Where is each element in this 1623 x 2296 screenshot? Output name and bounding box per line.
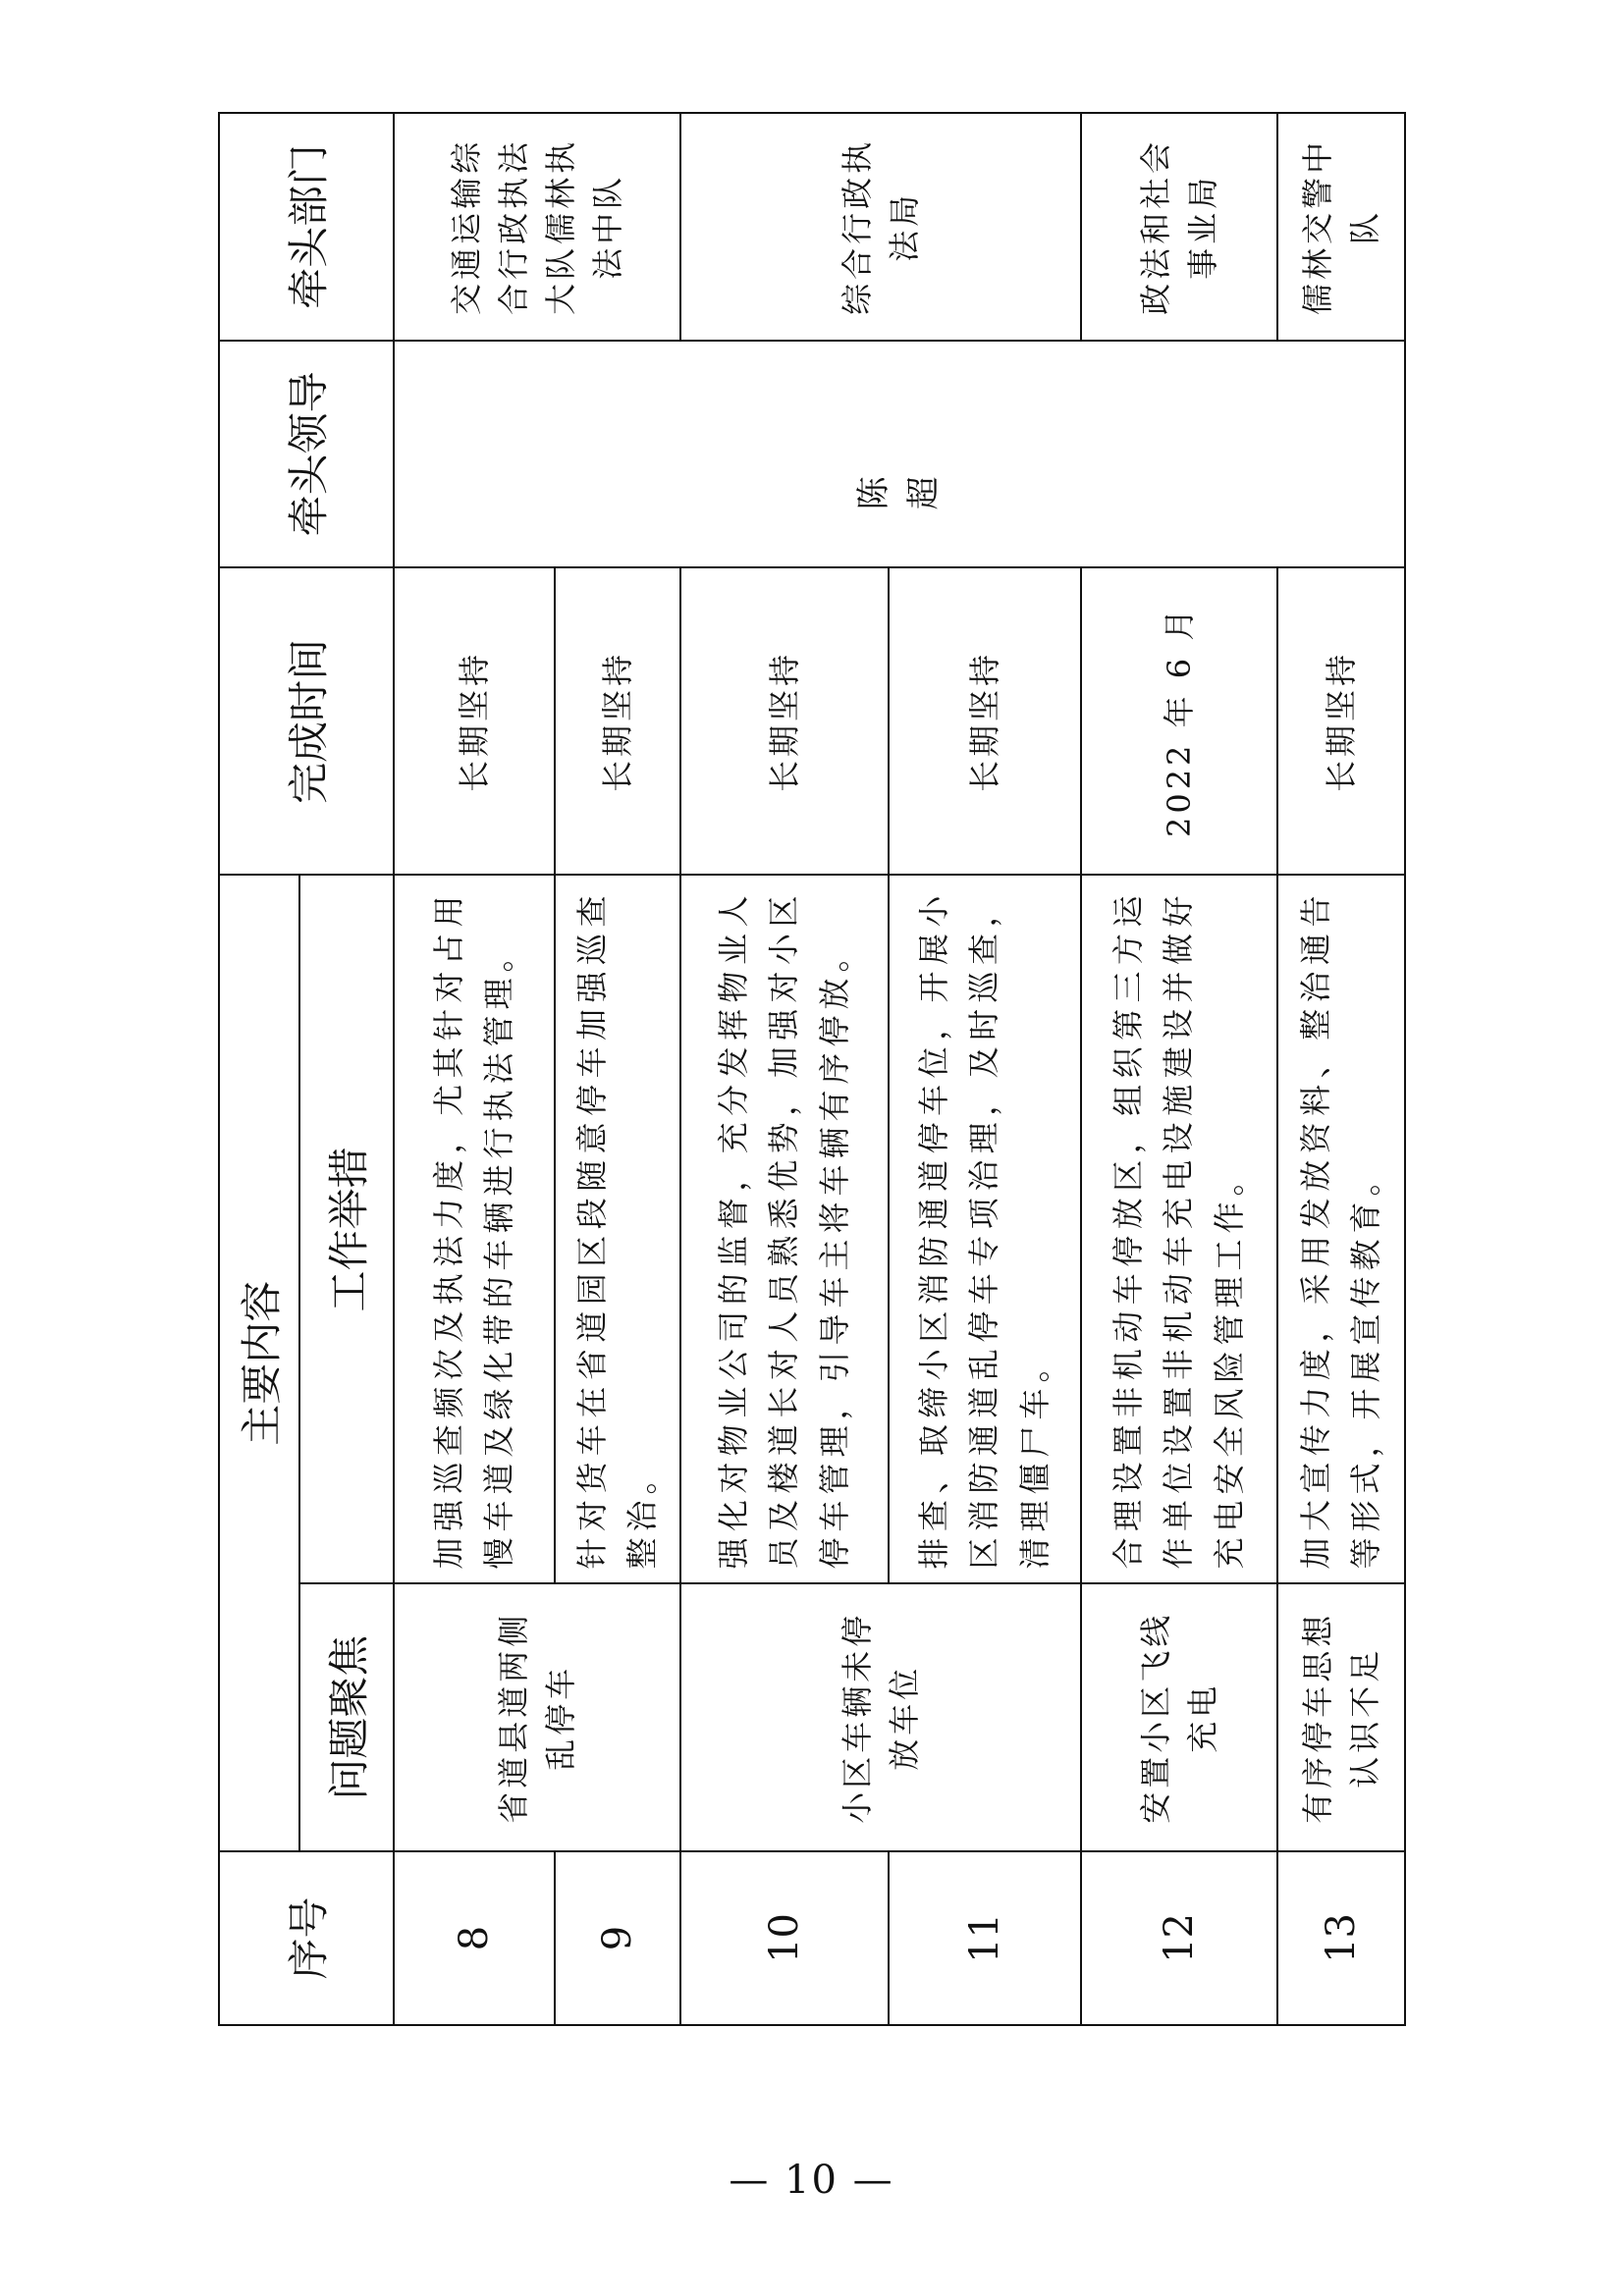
header-row-1 (219, 113, 299, 2025)
header-dept: 牵头部门 (219, 113, 394, 341)
measure-cell: 强化对物业公司的监督，充分发挥物业人员及楼道长对人员熟悉优势，加强对小区停车管理，引导车主将车辆有序停放。 (680, 876, 889, 1584)
measure-cell: 针对货车在省道园区段随意停车加强巡查整治。 (555, 876, 680, 1584)
header-seq: 序号 (219, 1851, 394, 2025)
header-leader: 牵头领导 (219, 341, 394, 568)
seq-cell: 11 (889, 1851, 1081, 2025)
time-cell: 长期坚持 (680, 567, 889, 875)
issue-cell: 有序停车思想认识不足 (1277, 1583, 1405, 1850)
dept-cell: 综合行政执法局 (680, 113, 1081, 341)
time-cell: 长期坚持 (394, 567, 555, 875)
measure-cell: 排查、取缔小区消防通道停车位，开展小区消防通道乱停车专项治理，及时巡查，清理僵尸车。 (889, 876, 1081, 1584)
issue-cell: 省道县道两侧乱停车 (394, 1583, 680, 1850)
header-issue: 问题聚焦 (299, 1583, 394, 1850)
seq-cell: 8 (394, 1851, 555, 2025)
seq-cell: 13 (1277, 1851, 1405, 2025)
header-time: 完成时间 (219, 567, 394, 875)
header-measure: 工作举措 (299, 876, 394, 1584)
seq-cell: 10 (680, 1851, 889, 2025)
issue-cell: 小区车辆未停放车位 (680, 1583, 1081, 1850)
seq-cell: 9 (555, 1851, 680, 2025)
time-cell: 2022 年 6 月 (1081, 567, 1277, 875)
time-cell: 长期坚持 (555, 567, 680, 875)
table-row (394, 113, 555, 2025)
task-table (218, 112, 1406, 2026)
header-main: 主要内容 (219, 876, 299, 1851)
time-cell: 长期坚持 (1277, 567, 1405, 875)
time-cell: 长期坚持 (889, 567, 1081, 875)
seq-cell: 12 (1081, 1851, 1277, 2025)
dept-cell: 儒林交警中队 (1277, 113, 1405, 341)
measure-cell: 加强巡查频次及执法力度，尤其针对占用慢车道及绿化带的车辆进行执法管理。 (394, 876, 555, 1584)
measure-cell: 合理设置非机动车停放区，组织第三方运作单位设置非机动车充电设施建设并做好充电安全风险管理工作。 (1081, 876, 1277, 1584)
measure-cell: 加大宣传力度，采用发放资料、整治通告等形式，开展宣传教育。 (1277, 876, 1405, 1584)
dept-cell: 交通运输综合行政执法大队儒林执法中队 (394, 113, 680, 341)
issue-cell: 安置小区飞线充电 (1081, 1583, 1277, 1850)
page-number: — 10 — (729, 2158, 894, 2203)
leader-cell: 陈超 (394, 341, 1405, 568)
dept-cell: 政法和社会事业局 (1081, 113, 1277, 341)
